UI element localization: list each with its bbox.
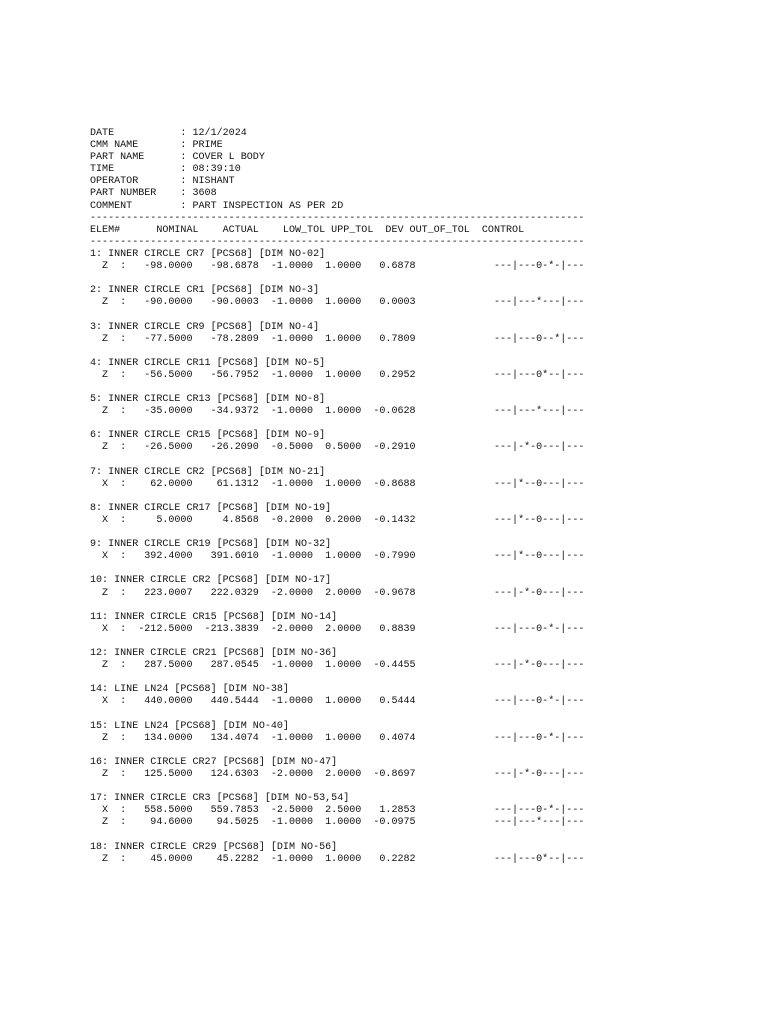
header-field-comment: COMMENT : PART INSPECTION AS PER 2D <box>90 200 344 212</box>
measurement-row: Z : -90.0000 -90.0003 -1.0000 1.0000 0.0003 ---|---*---|--- <box>90 297 585 309</box>
measurement-row: Z : 94.6000 94.5025 -1.0000 1.0000 -0.0975 ---|---*---|--- <box>90 817 585 829</box>
element-title: 5: INNER CIRCLE CR13 [PCS68] [DIM NO-8] <box>90 394 326 406</box>
spacer <box>90 346 690 358</box>
element-title: 18: INNER CIRCLE CR29 [PCS68] [DIM NO-56] <box>90 841 338 853</box>
measurement-row: X : 5.0000 4.8568 -0.2000 0.2000 -0.1432 ---|*--0---|--- <box>90 515 585 526</box>
spacer <box>90 309 690 321</box>
spacer <box>90 600 690 612</box>
element-title: 4: INNER CIRCLE CR11 [PCS68] [DIM NO-5] <box>90 357 326 369</box>
measurement-row: Z : 223.0007 222.0329 -2.0000 2.0000 -0.9678 ---|-*-0---|--- <box>90 587 585 599</box>
measurement-row: Z : 134.0000 134.4074 -1.0000 1.0000 0.4074 ---|---0-*-|--- <box>90 732 585 744</box>
spacer <box>90 418 690 430</box>
element-title: 12: INNER CIRCLE CR21 [PCS68] [DIM NO-36] <box>90 648 338 660</box>
element-title: 8: INNER CIRCLE CR17 [PCS68] [DIM NO-19] <box>90 502 332 514</box>
element-title: 17: INNER CIRCLE CR3 [PCS68] [DIM NO-53,54] <box>90 793 350 805</box>
spacer <box>90 491 690 503</box>
spacer <box>90 563 690 575</box>
element-title: 15: LINE LN24 [PCS68] [DIM NO-40] <box>90 720 289 732</box>
measurement-row: Z : -56.5000 -56.7952 -1.0000 1.0000 0.2952 ---|---0*--|--- <box>90 369 585 381</box>
header-field-date: DATE : 12/1/2024 <box>90 128 247 139</box>
separator-line: ---------------------------------------------------------------------------------- <box>90 212 585 224</box>
spacer <box>90 382 690 394</box>
header-field-part-number: PART NUMBER : 3608 <box>90 188 217 200</box>
element-title: 11: INNER CIRCLE CR15 [PCS68] [DIM NO-14] <box>90 611 338 623</box>
measurement-row: X : 440.0000 440.5444 -1.0000 1.0000 0.5444 ---|---0-*-|--- <box>90 696 585 708</box>
element-title: 16: INNER CIRCLE CR27 [PCS68] [DIM NO-47] <box>90 756 338 768</box>
spacer <box>90 781 690 793</box>
element-title: 3: INNER CIRCLE CR9 [PCS68] [DIM NO-4] <box>90 321 320 333</box>
measurement-row: Z : 287.5000 287.0545 -1.0000 1.0000 -0.4455 ---|-*-0---|--- <box>90 660 585 672</box>
element-title: 9: INNER CIRCLE CR19 [PCS68] [DIM NO-32] <box>90 539 332 551</box>
element-title: 6: INNER CIRCLE CR15 [PCS68] [DIM NO-9] <box>90 430 326 442</box>
spacer <box>90 709 690 721</box>
element-title: 10: INNER CIRCLE CR2 [PCS68] [DIM NO-17] <box>90 575 332 587</box>
measurement-row: X : 392.4000 391.6010 -1.0000 1.0000 -0.7990 ---|*--0---|--- <box>90 551 585 563</box>
header-field-cmm-name: CMM NAME : PRIME <box>90 140 223 152</box>
spacer <box>90 455 690 467</box>
element-title: 7: INNER CIRCLE CR2 [PCS68] [DIM NO-21] <box>90 466 326 478</box>
element-title: 14: LINE LN24 [PCS68] [DIM NO-38] <box>90 684 289 696</box>
column-header-row: ELEM# NOMINAL ACTUAL LOW_TOL UPP_TOL DEV OUT_OF_TOL CONTROL <box>90 224 525 236</box>
separator-line: ---------------------------------------------------------------------------------- <box>90 236 585 248</box>
measurement-row: Z : 125.5000 124.6303 -2.0000 2.0000 -0.8697 ---|-*-0---|--- <box>90 768 585 780</box>
element-title: 1: INNER CIRCLE CR7 [PCS68] [DIM NO-02] <box>90 248 326 260</box>
header-field-operator: OPERATOR : NISHANT <box>90 176 235 188</box>
measurement-row: X : -212.5000 -213.3839 -2.0000 2.0000 0.8839 ---|---0-*-|--- <box>90 623 585 635</box>
spacer <box>90 829 690 841</box>
element-title: 2: INNER CIRCLE CR1 [PCS68] [DIM NO-3] <box>90 285 320 297</box>
spacer <box>90 672 690 684</box>
measurement-row: X : 558.5000 559.7853 -2.5000 2.5000 1.2853 ---|---0-*-|--- <box>90 805 585 817</box>
spacer <box>90 273 690 285</box>
measurement-row: Z : 45.0000 45.2282 -1.0000 1.0000 0.2282 ---|---0*--|--- <box>90 853 585 865</box>
measurement-row: Z : -77.5000 -78.2809 -1.0000 1.0000 0.7809 ---|---0--*|--- <box>90 333 585 345</box>
spacer <box>90 745 690 757</box>
inspection-report <box>90 128 690 866</box>
spacer <box>90 636 690 648</box>
header-field-time: TIME : 08:39:10 <box>90 164 241 176</box>
measurement-row: Z : -35.0000 -34.9372 -1.0000 1.0000 -0.0628 ---|---*---|--- <box>90 406 585 418</box>
header-field-part-name: PART NAME : COVER L BODY <box>90 152 265 164</box>
measurement-row: Z : -26.5000 -26.2090 -0.5000 0.5000 -0.2910 ---|-*-0---|--- <box>90 442 585 454</box>
spacer <box>90 527 690 539</box>
measurement-row: Z : -98.0000 -98.6878 -1.0000 1.0000 0.6878 ---|---0-*-|--- <box>90 261 585 273</box>
measurement-row: X : 62.0000 61.1312 -1.0000 1.0000 -0.8688 ---|*--0---|--- <box>90 478 585 490</box>
